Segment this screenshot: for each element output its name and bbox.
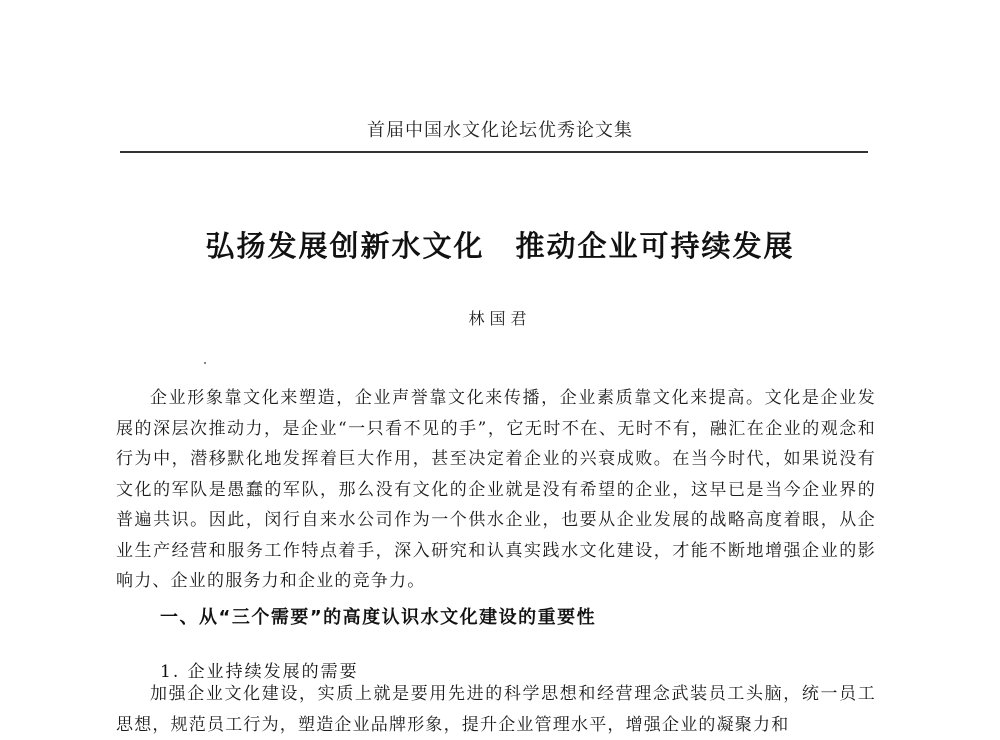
subsection-heading: 1. 企业持续发展的需要: [160, 662, 359, 682]
article-author: 林国君: [468, 309, 532, 328]
running-header: 首届中国水文化论坛优秀论文集: [367, 120, 633, 141]
section-heading: 一、从“三个需要”的高度认识水文化建设的重要性: [160, 607, 597, 628]
scan-speck: [204, 362, 206, 364]
header-rule: [120, 151, 868, 153]
article-title: 弘扬发展创新水文化 推动企业可持续发展: [205, 229, 795, 263]
section-paragraph: 加强企业文化建设，实质上就是要用先进的科学思想和经营理念武装员工头脑，统一员工思想，规范员工行为，塑造企业品牌形象，提升企业管理水平，增强企业的凝聚力和: [116, 684, 876, 735]
intro-paragraph: 企业形象靠文化来塑造，企业声誉靠文化来传播，企业素质靠文化来提高。文化是企业发展的深层次推动力，是企业“一只看不见的手”，它无时不在、无时不有，融汇在企业的观念和行为中，潜移默化地发挥着巨大作用，甚至决定着企业的兴衰成败。在当今时代，如果说没有文化的军队是愚蠢的军队，那么没有文化的企业就是没有希望的企业，这早已是当今企业界的普遍共识。因此，闵行自来水公司作为一个供水企业，也要从企业发展的战略高度着眼，从企业生产经营和服务工作特点着手，深入研究和认真实践水文化建设，才能不断地增强企业的影响力、企业的服务力和企业的竞争力。: [116, 388, 876, 591]
